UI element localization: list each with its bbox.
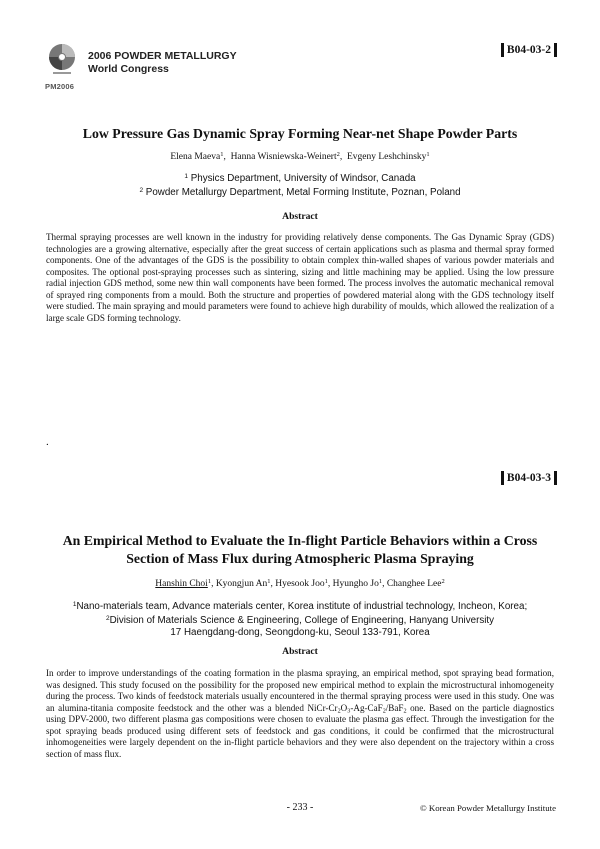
abstract-text: one. Based on the particle diagnostics using DPV-2000, two different plasma gas compositions were chosen to evaluate the plasma gas effect. Through the investigation for the spot spraying beads produced using different sets of feedstock and gas conditions, it could be confirmed that the microstructural inhomogeneities were largely dependent on the in-flight particle behaviors and they were also dependent on the trajectory within a cross section of mass flux. xyxy=(46,702,554,759)
paper-code-tag xyxy=(501,471,557,485)
formula-text: O xyxy=(340,702,348,713)
stray-mark: . xyxy=(46,436,49,448)
affiliation-line xyxy=(30,627,570,639)
author-name: Hyungho Jo xyxy=(332,579,379,589)
affiliation-sup: 2 xyxy=(139,187,144,194)
paper-code: B04-03-2 xyxy=(506,44,551,56)
formula-text: -Ag-CaF xyxy=(350,702,383,713)
tag-bar-right xyxy=(554,471,557,485)
subscript: 2 xyxy=(337,707,341,714)
subscript: 2 xyxy=(382,707,386,714)
subscript: 2 xyxy=(403,707,407,714)
author-list xyxy=(40,151,560,162)
affiliation-sup: 2 xyxy=(105,615,110,622)
author-affil-sup: 1 xyxy=(324,578,328,585)
author-affil-sup: 2 xyxy=(441,578,445,585)
author-name: Evgeny Leshchinsky xyxy=(346,152,427,162)
affiliation-text: Nano-materials team, Advance materials center, Korea institute of industrial technology, Incheon, Korea; xyxy=(76,601,528,612)
author-separator: , xyxy=(223,152,231,162)
author-separator: , xyxy=(327,579,333,589)
abstract-heading: Abstract xyxy=(282,211,318,222)
abstract-text: In order to improve understandings of the coating formation in the plasma spraying, an empirical method, spot spraying bead formation, was designed. This study focused on the possibility for the proposed new empirical method to explain the microstructural inhomogeneity during the process. Two kinds of feedstock materials usually encountered in the thermal spraying process were used in this study. One was an alumina-titania composite feedstock and the other was a blended NiCr-Cr xyxy=(46,668,554,713)
tag-bar-left xyxy=(501,43,504,57)
author-affil-sup: 1 xyxy=(378,578,383,585)
affiliation-line xyxy=(30,171,570,185)
pm2006-logo-icon xyxy=(44,42,80,82)
affiliation-line xyxy=(30,613,570,627)
author-separator: , xyxy=(382,579,387,589)
author-name-presenting: Hanshin Choi xyxy=(155,579,208,589)
author-affil-sup: 1 xyxy=(207,578,212,585)
paper-title xyxy=(40,532,560,568)
conference-subtitle: World Congress xyxy=(88,63,169,75)
author-separator: , xyxy=(270,579,276,589)
paper-title: Low Pressure Gas Dynamic Spray Forming Near-net Shape Powder Parts xyxy=(82,126,518,141)
paper-code: B04-03-3 xyxy=(506,472,551,484)
author-affil-sup: 1 xyxy=(267,578,271,585)
title-line: An Empirical Method to Evaluate the In-flight Particle Behaviors within a Cross xyxy=(62,533,538,548)
author-affil-sup: 1 xyxy=(220,151,224,158)
affiliation-sup: 1 xyxy=(72,601,77,608)
tag-bar-left xyxy=(501,471,504,485)
tag-bar-right xyxy=(554,43,557,57)
author-affil-sup: 1 xyxy=(426,151,430,158)
copyright-notice: © Korean Powder Metallurgy Institute xyxy=(419,803,556,813)
author-name: Kyongjun An xyxy=(215,579,268,589)
abstract-body xyxy=(46,668,554,760)
affiliation-list xyxy=(30,171,570,199)
affiliation-sup: 1 xyxy=(184,173,188,180)
title-line: Section of Mass Flux during Atmospheric Plasma Spraying xyxy=(126,551,474,566)
affiliation-text: Physics Department, University of Windsor, Canada xyxy=(188,173,416,184)
abstract-body: Thermal spraying processes are well known in the industry for providing relatively dense components. The Gas Dynamic Spray (GDS) technologies are a growing alternative, especially after the great success of certain applications such as plasma and thermal spray formed components. One of the advantages of the GDS is the possibility to obtain complex thin-walled shapes of various powder materials and composites. The optional post-spraying processes such as sintering, sizing and little machining may be applied. Using the low pressure radial injection GDS method, some new thin wall components have been formed. The process involves the automatic mechanical removal of sprayed ring components from a mould. Both the structure and properties of powdered material along with the GDS technology itself were studied. The main spraying and mould parameters were found to achieve high durability of moulds, which allowed the realization of a large scale GDS forming technology. xyxy=(46,232,554,323)
author-separator: , xyxy=(339,152,347,162)
author-name: Hyesook Joo xyxy=(275,579,325,589)
affiliation-line xyxy=(30,599,570,613)
affiliation-text: Powder Metallurgy Department, Metal Forming Institute, Poznan, Poland xyxy=(143,187,461,198)
affiliation-line xyxy=(30,185,570,199)
conference-title: 2006 POWDER METALLURGY xyxy=(88,50,237,62)
abstract-heading: Abstract xyxy=(282,646,318,657)
formula-text: /BaF xyxy=(385,702,404,713)
paper-code-tag xyxy=(501,43,557,57)
page-number: - 233 - xyxy=(286,802,314,813)
author-name: Hanna Wisniewska-Weinert xyxy=(230,152,337,162)
author-list xyxy=(40,578,560,589)
logo-year-text: PM2006 xyxy=(45,82,75,91)
author-name: Changhee Lee xyxy=(386,579,442,589)
subscript: 3 xyxy=(347,707,351,714)
affiliation-list xyxy=(30,599,570,639)
author-affil-sup: 2 xyxy=(336,151,340,158)
author-separator: , xyxy=(211,579,216,589)
author-name: Elena Maeva xyxy=(170,152,221,162)
affiliation-text: Division of Materials Science & Engineering, College of Engineering, Hanyang University xyxy=(109,615,495,626)
affiliation-text: 17 Haengdang-dong, Seongdong-ku, Seoul 133-791, Korea xyxy=(170,627,430,638)
